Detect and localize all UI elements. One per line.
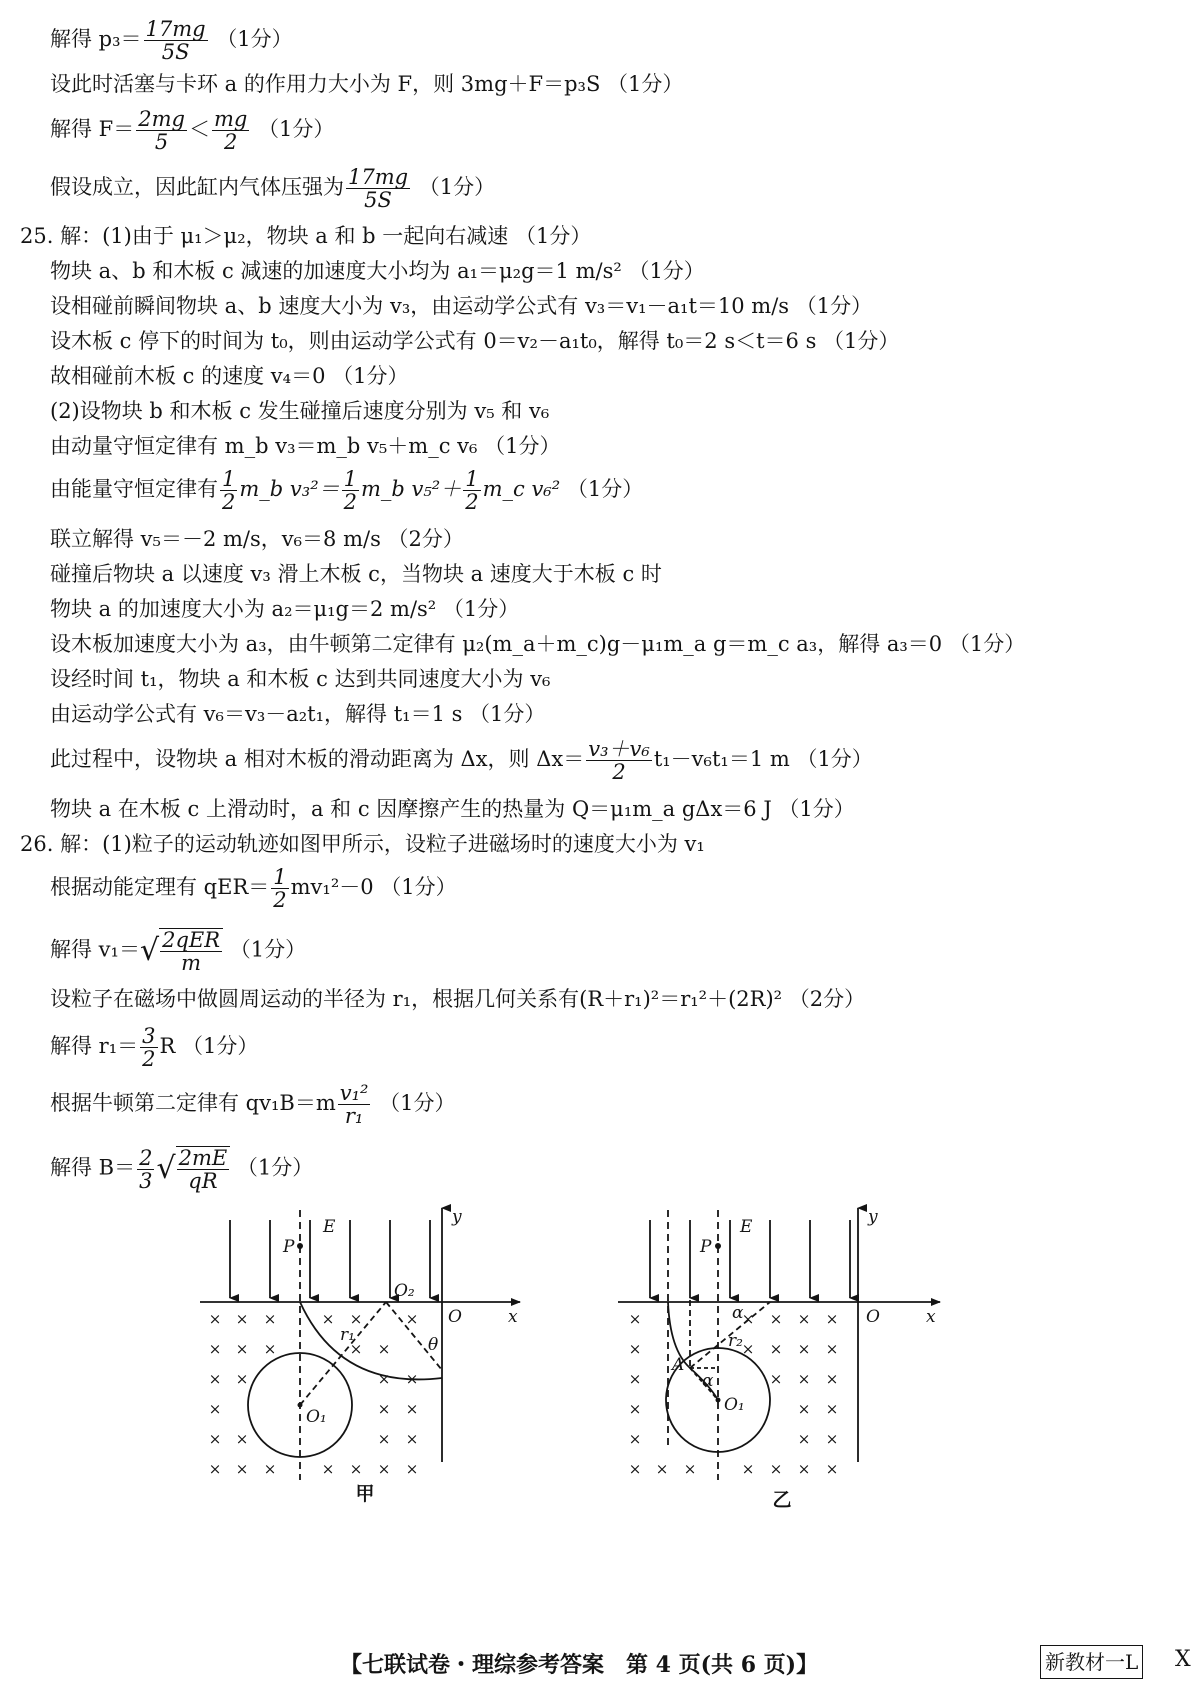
footer-mark: X: [1175, 1647, 1191, 1672]
svg-text:×: ×: [405, 1430, 419, 1448]
label-p: P: [700, 1237, 712, 1257]
svg-text:×: ×: [628, 1370, 642, 1388]
svg-text:×: ×: [741, 1460, 755, 1478]
line-t1: 设经时间 t₁，物块 a 和木板 c 达到共同速度大小为 v₆: [50, 667, 551, 691]
svg-text:×: ×: [769, 1370, 783, 1388]
svg-text:×: ×: [377, 1460, 391, 1478]
line-r1: 解得 r₁＝ $\frac{3}{2}$ R （1分）: [50, 1024, 259, 1071]
line-conclusion: 假设成立，因此缸内气体压强为 $\frac{17mg}{5S}$ （1分）: [50, 165, 496, 212]
svg-text:×: ×: [683, 1460, 697, 1478]
label-x: x: [508, 1307, 518, 1327]
svg-text:×: ×: [769, 1310, 783, 1328]
svg-text:×: ×: [797, 1370, 811, 1388]
svg-text:×: ×: [797, 1460, 811, 1478]
svg-text:×: ×: [208, 1430, 222, 1448]
label-alpha-bottom: α: [702, 1371, 714, 1391]
svg-text:×: ×: [235, 1430, 249, 1448]
label-r2: r₂: [728, 1331, 743, 1351]
svg-text:×: ×: [405, 1460, 419, 1478]
svg-text:×: ×: [263, 1310, 277, 1328]
svg-text:×: ×: [377, 1370, 391, 1388]
line-delta-x: 此过程中，设物块 a 相对木板的滑动距离为 Δx，则 Δx＝ $\frac{\text{v₃＋v₆}}{2}$ t₁－v₆t₁＝1 m （1分）: [50, 737, 873, 784]
q25-heading: 25. 解：(1)由于 μ₁＞μ₂，物块 a 和 b 一起向右减速 （1分）: [20, 224, 592, 248]
label-e: E: [323, 1217, 336, 1237]
svg-text:×: ×: [208, 1310, 222, 1328]
svg-text:×: ×: [825, 1430, 839, 1448]
svg-text:×: ×: [235, 1460, 249, 1478]
line-f-result: 解得 F＝ $\frac{2mg}{5}$ ＜ $\frac{mg}{2}$ （1分）: [50, 107, 335, 154]
svg-text:×: ×: [825, 1370, 839, 1388]
label-o: O: [448, 1307, 462, 1327]
q26-heading: 26. 解：(1)粒子的运动轨迹如图甲所示，设粒子进磁场时的速度大小为 v₁: [20, 832, 705, 856]
svg-text:×: ×: [797, 1430, 811, 1448]
line-heat: 物块 a 在木板 c 上滑动时，a 和 c 因摩擦产生的热量为 Q＝μ₁m_a gΔx＝6 J （1分）: [50, 797, 855, 821]
line-a2: 物块 a 的加速度大小为 a₂＝μ₁g＝2 m/s² （1分）: [50, 597, 520, 621]
label-y: y: [452, 1207, 462, 1227]
line-t0: 设木板 c 停下的时间为 t₀，则由运动学公式有 0＝v₂－a₁t₀，解得 t₀＝2 s＜t＝6 s （1分）: [50, 329, 900, 353]
label-r1: r₁: [340, 1325, 355, 1345]
svg-text:×: ×: [825, 1340, 839, 1358]
line-v1: 解得 v₁＝√ $\frac{\text{2qER}}{m}$ （1分）: [50, 928, 307, 975]
svg-text:×: ×: [825, 1400, 839, 1418]
svg-text:×: ×: [208, 1340, 222, 1358]
line-p3: 解得 p₃＝ $\frac{17mg}{5S}$ （1分）: [50, 17, 293, 64]
label-p: P: [283, 1237, 295, 1257]
svg-text:×: ×: [377, 1400, 391, 1418]
label-alpha-top: α: [732, 1303, 744, 1323]
svg-text:×: ×: [628, 1340, 642, 1358]
svg-text:×: ×: [263, 1340, 277, 1358]
label-a: A: [672, 1355, 685, 1375]
label-x: x: [926, 1307, 936, 1327]
label-o2: O₂: [394, 1281, 415, 1301]
line-accel: 物块 a、b 和木板 c 减速的加速度大小均为 a₁＝μ₂g＝1 m/s² （1分）: [50, 259, 705, 283]
svg-text:×: ×: [628, 1430, 642, 1448]
label-o1: O₁: [724, 1395, 745, 1415]
svg-text:×: ×: [405, 1310, 419, 1328]
label-theta: θ: [428, 1335, 439, 1355]
line-energy: 由能量守恒定律有 $\frac{1}{2}$ m_b v₃²＝ $\frac{1}{2}$ m_b v₅²＋ $\frac{1}{2}$ m_c v₆² （1分）: [50, 467, 644, 514]
svg-text:×: ×: [349, 1460, 363, 1478]
line-kinetic: 根据动能定理有 qER＝ $\frac{1}{2}$ mv₁²－0 （1分）: [50, 865, 457, 912]
svg-text:×: ×: [377, 1430, 391, 1448]
line-momentum: 由动量守恒定律有 m_b v₃＝m_b v₅＋m_c v₆ （1分）: [50, 434, 561, 458]
edition-badge: 新教材一L: [1040, 1645, 1143, 1679]
line-b: 解得 B＝ $\frac{2}{3}$ √ $\frac{2mE}{qR}$ （1分）: [50, 1145, 314, 1193]
svg-text:×: ×: [263, 1460, 277, 1478]
svg-text:×: ×: [208, 1400, 222, 1418]
line-v4: 故相碰前木板 c 的速度 v₄＝0 （1分）: [50, 364, 409, 388]
line-force: 设此时活塞与卡环 a 的作用力大小为 F，则 3mg＋F＝p₃S （1分）: [50, 72, 684, 96]
svg-text:×: ×: [405, 1370, 419, 1388]
svg-text:×: ×: [628, 1310, 642, 1328]
label-o: O: [866, 1307, 880, 1327]
svg-text:×: ×: [655, 1460, 669, 1478]
svg-text:×: ×: [741, 1340, 755, 1358]
caption-yi: 乙: [772, 1489, 792, 1510]
page-footer: 【七联试卷・理综参考答案 第 4 页(共 6 页)】: [340, 1652, 819, 1678]
line-a3: 设木板加速度大小为 a₃，由牛顿第二定律有 μ₂(m_a＋m_c)g－μ₁m_a g＝m_c a₃，解得 a₃＝0 （1分）: [50, 632, 1026, 656]
svg-text:×: ×: [769, 1340, 783, 1358]
line-t1-result: 由运动学公式有 v₆＝v₃－a₂t₁，解得 t₁＝1 s （1分）: [50, 702, 546, 726]
svg-text:×: ×: [405, 1400, 419, 1418]
svg-text:×: ×: [825, 1310, 839, 1328]
svg-text:×: ×: [321, 1460, 335, 1478]
figure-jia: [190, 1200, 550, 1510]
svg-text:×: ×: [628, 1400, 642, 1418]
line-newton: 根据牛顿第二定律有 qv₁B＝m $\frac{\text{v₁²}}{\text{r₁}}$ （1分）: [50, 1081, 456, 1128]
svg-text:×: ×: [208, 1370, 222, 1388]
svg-text:×: ×: [377, 1340, 391, 1358]
caption-jia: 甲: [355, 1483, 375, 1505]
svg-text:×: ×: [769, 1460, 783, 1478]
svg-text:×: ×: [628, 1460, 642, 1478]
line-geometry: 设粒子在磁场中做圆周运动的半径为 r₁，根据几何关系有(R＋r₁)²＝r₁²＋(2R)² （2分）: [50, 987, 866, 1011]
svg-text:×: ×: [235, 1370, 249, 1388]
svg-text:×: ×: [208, 1460, 222, 1478]
label-e: E: [740, 1217, 753, 1237]
figure-yi: [610, 1200, 970, 1510]
svg-text:×: ×: [797, 1400, 811, 1418]
svg-text:×: ×: [797, 1310, 811, 1328]
svg-text:×: ×: [825, 1460, 839, 1478]
line-after-collision: 碰撞后物块 a 以速度 v₃ 滑上木板 c，当物块 a 速度大于木板 c 时: [50, 562, 662, 586]
svg-text:×: ×: [235, 1340, 249, 1358]
line-part2: (2)设物块 b 和木板 c 发生碰撞后速度分别为 v₅ 和 v₆: [50, 399, 550, 423]
svg-text:×: ×: [349, 1340, 363, 1358]
svg-text:×: ×: [797, 1340, 811, 1358]
label-o1: O₁: [306, 1407, 327, 1427]
svg-text:×: ×: [349, 1310, 363, 1328]
label-y: y: [868, 1207, 878, 1227]
svg-text:×: ×: [235, 1310, 249, 1328]
line-v3: 设相碰前瞬间物块 a、b 速度大小为 v₃，由运动学公式有 v₃＝v₁－a₁t＝10 m/s （1分）: [50, 294, 873, 318]
line-v5-v6: 联立解得 v₅＝－2 m/s，v₆＝8 m/s （2分）: [50, 527, 464, 551]
svg-text:×: ×: [741, 1310, 755, 1328]
svg-text:×: ×: [321, 1310, 335, 1328]
